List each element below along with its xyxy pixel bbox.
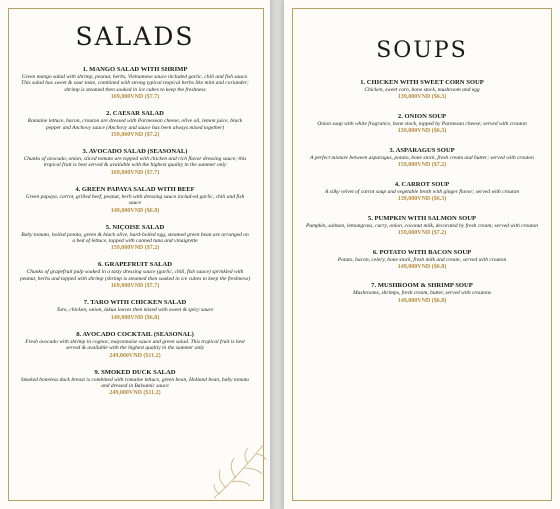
salads-item-description: Chunks of grapefruit pulp soaked in a tasty dressing sauce (garlic, chili, fish sauce) sprinkled with peanut, herbs and topped with shrimp (shrimp is steamed then soaked in ice cubes to keep the freshness) [20,269,250,282]
soups-menu-item [304,113,540,135]
soups-item-name: 2. ONION SOUP [397,112,447,120]
soups-menu-item [304,79,540,101]
soups-item-description: Potato, bacon, celery, bone stock, fresh milk and cream; served with crouton [337,256,507,263]
soups-item-name: 5. PUMPKIN WITH SALMON SOUP [367,214,477,222]
soups-item-description: Chicken, sweet corn, bone stock, mushroom and egg [364,87,480,93]
soups-menu-item [304,282,540,304]
salads-item-price: 169,000VND ($7.7) [110,169,160,176]
soups-item-name: 6. POTATO WITH BACON SOUP [372,248,472,256]
salads-item-name: 6. GRAPEFRUIT SALAD [97,261,173,269]
salads-item-price: 159,000VND ($7.2) [110,245,160,252]
salads-item-name: 9. SMOKED DUCK SALAD [94,368,176,376]
salads-menu-item [20,331,250,360]
salads-item-description: Romaine lettuce, bacon, crouton are dressed with Parmesean cheese, olive oil, lemon juice, black pepper and Anchovy sauce (Anchovy and sauce has been always mixed together) [27,118,243,131]
soups-item-name: 3. ASPARAGUS SOUP [389,146,455,154]
salads-menu-item [20,148,250,177]
soups-menu-item [304,249,540,271]
soups-item-price: 149,000VND ($6.8) [397,263,447,270]
salads-menu-item [20,224,250,253]
soups-menu-item [304,147,540,169]
soups-item-price: 139,000VND ($6.3) [397,196,447,203]
salads-item-name: 8. AVOCADO COCKTAIL (SEASONAL) [76,330,194,338]
soups-item-price: 139,000VND ($6.3) [397,128,447,135]
salads-item-price: 149,000VND ($6.8) [110,207,160,214]
salads-title: SALADS [75,22,195,51]
soups-item-description: Pumpkin, salmon, lemongrass, curry, onion, coconut milk, decorated by fresh cream; served with crouton [305,222,539,229]
salads-item-name: 1. MANGO SALAD WITH SHRIMP [82,66,188,73]
soups-item-price: 139,000VND ($6.3) [397,94,447,101]
salads-item-description: Taro, chicken, onion, lakua leaves then mixed with sweet & spicy sauce [56,307,214,314]
salads-menu-item [20,110,250,139]
salads-item-name: 4. GREEN PAPAYA SALAD WITH BEEF [75,185,195,193]
salads-item-description: Chunks of avocado, onion, sliced tomato are topped with chicken and rich flavor dressing sauce; this tropical fruit is best served & available with the highest quality in the summer only [23,156,247,169]
salads-item-price: 159,000VND ($7.2) [110,132,160,139]
soups-title: SOUPS [376,38,468,63]
soups-menu-item [304,181,540,203]
soups-item-description: A silky velvet of carrot soup and vegetable broth with ginger flavor; served with crouton [324,188,520,195]
salads-item-price: 169,000VND ($7.7) [110,283,160,290]
soups-item-description: Onion soup with white fragrance, bone stock, topped by Parmesan cheese; served with crouton [317,120,527,127]
soups-item-price: 149,000VND ($6.8) [397,297,447,304]
salads-item-price: 249,000VND ($11.2) [109,390,161,397]
soups-menu-list [284,79,560,316]
salads-item-description: Green papaya, carrot, grilled beef, peanut, herb with dressing sauce includ-ed garlic, chili and fish sauce [25,193,245,207]
salads-item-name: 3. AVOCADO SALAD (SEASONAL) [82,148,188,156]
salads-menu-item [20,261,250,290]
salads-menu-item [20,66,250,101]
soups-item-price: 159,000VND ($7.2) [397,162,447,169]
salads-menu-item [20,186,250,215]
salads-item-description: Baby tomato, boiled potato, green & black olive, hard-boiled egg, steamed green bean are arranged on a bed of lettuce, topped with canned tuna and vinaigrette [21,231,249,245]
leaf-sprig-icon [212,440,268,500]
soups-menu-item [304,215,540,237]
soups-item-description: Mushrooms, shrimps, fresh cream, butter, served with croutons [352,290,492,297]
soups-item-name: 7. MUSHROOM & SHRIMP SOUP [371,282,473,290]
soups-item-price: 159,000VND ($7.2) [397,230,447,237]
soups-item-name: 4. CARROT SOUP [394,180,450,188]
soups-item-description: A perfect mixture between asparagus, potato, bone stock, fresh cream and butter; served with crouton [310,154,534,161]
salads-menu-list [0,66,270,406]
salads-item-name: 2. CAESAR SALAD [106,110,164,118]
soups-item-name: 1. CHICKEN WITH SWEET CORN SOUP [360,79,484,86]
salads-menu-item [20,299,250,321]
salads-item-description: Green mango salad with shrimp, peanut, herbs, Vietnamese sauce included garlic, chili and fish sauce. This salad has sweet & sour taste, combined with strong typical tropical herbs like mint and coriander; shrimp is steamed then soaked in ice cubes to keep the freshness [21,74,249,93]
salads-page [0,0,270,509]
salads-item-price: 249,000VND ($11.2) [109,352,161,359]
salads-menu-item [20,369,250,398]
soups-page [284,0,560,509]
salads-item-name: 5. NIÇOISE SALAD [105,223,165,231]
salads-item-price: 149,000VND ($6.8) [110,314,160,321]
salads-item-name: 7. TARO WITH CHICKEN SALAD [83,299,187,307]
salads-item-description: Smoked boneless duck breast is combined with romaine lettuce, green bean, Holland bean, baby tomato and dressed in Balsamic sauce [20,376,250,389]
salads-item-description: Fresh avocado with shrimp in cognac, mayonnaise sauce and green salad. This tropical fruit is best served & available with the highest quality in the summer only [25,338,245,352]
salads-item-price: 169,000VND ($7.7) [110,94,160,101]
